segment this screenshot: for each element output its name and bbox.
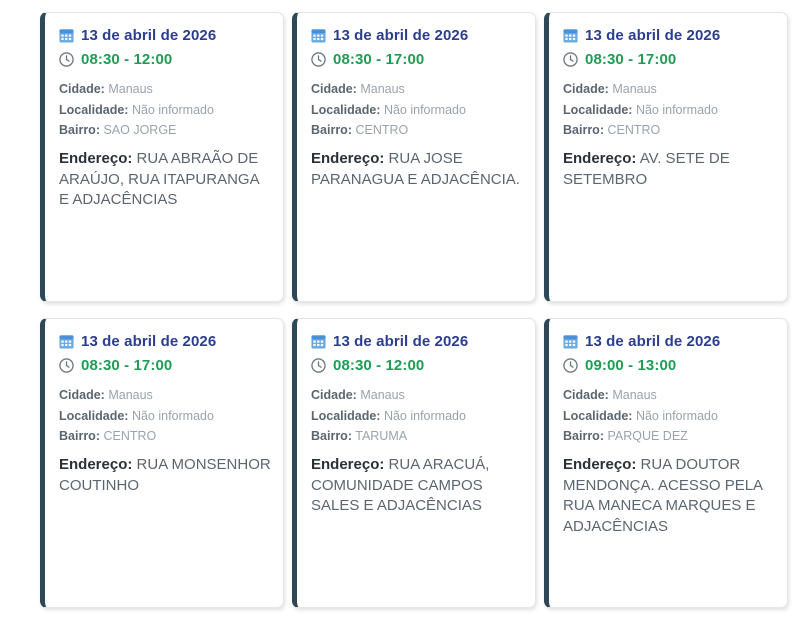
card-time-row <box>59 357 271 374</box>
card-neighborhood <box>59 123 271 139</box>
locality-value: Não informado <box>131 102 214 117</box>
card-neighborhood <box>311 429 523 445</box>
locality-value: Não informado <box>635 408 718 423</box>
calendar-icon <box>311 28 326 43</box>
card-time-row <box>311 51 523 68</box>
outage-card[interactable] <box>40 12 284 302</box>
outage-card[interactable] <box>292 318 536 608</box>
card-date: 13 de abril de 2026 <box>333 333 469 350</box>
card-locality <box>59 103 271 119</box>
card-address <box>563 149 775 190</box>
clock-icon <box>311 358 326 373</box>
locality-value: Não informado <box>635 102 718 117</box>
address-label: Endereço: <box>59 149 133 167</box>
card-address <box>311 149 523 190</box>
locality-label: Localidade: <box>563 102 633 117</box>
card-time-row <box>59 51 271 68</box>
card-time: 09:00 - 13:00 <box>585 357 677 374</box>
card-time-row <box>311 357 523 374</box>
city-value: Manaus <box>612 388 657 402</box>
city-label: Cidade: <box>563 388 609 402</box>
card-address <box>59 455 271 496</box>
outage-card[interactable] <box>544 12 788 302</box>
calendar-icon <box>563 334 578 349</box>
card-city <box>59 388 271 404</box>
calendar-icon <box>563 28 578 43</box>
address-label: Endereço: <box>563 149 637 167</box>
card-date: 13 de abril de 2026 <box>333 27 469 44</box>
card-date: 13 de abril de 2026 <box>585 333 721 350</box>
locality-value: Não informado <box>383 102 466 117</box>
card-neighborhood <box>563 123 775 139</box>
card-city <box>563 388 775 404</box>
card-time: 08:30 - 17:00 <box>81 357 173 374</box>
neighborhood-label: Bairro: <box>563 123 604 138</box>
neighborhood-value: SAO JORGE <box>103 123 177 138</box>
card-date-row <box>311 333 523 350</box>
address-value: RUA ARACUÁ, COMUNIDADE CAMPOS SALES E ADJACÊNCIAS <box>311 455 490 515</box>
locality-label: Localidade: <box>59 408 129 423</box>
city-value: Manaus <box>612 82 657 96</box>
card-locality <box>563 103 775 119</box>
card-date: 13 de abril de 2026 <box>81 333 217 350</box>
city-value: Manaus <box>108 82 153 96</box>
card-locality <box>311 409 523 425</box>
card-time-row <box>563 357 775 374</box>
card-city <box>59 82 271 98</box>
clock-icon <box>563 358 578 373</box>
address-label: Endereço: <box>311 149 385 167</box>
outage-card[interactable] <box>40 318 284 608</box>
card-time: 08:30 - 12:00 <box>333 357 425 374</box>
calendar-icon <box>59 334 74 349</box>
locality-label: Localidade: <box>311 408 381 423</box>
card-locality <box>311 103 523 119</box>
card-address <box>563 455 775 538</box>
card-date: 13 de abril de 2026 <box>81 27 217 44</box>
neighborhood-label: Bairro: <box>59 429 100 444</box>
card-date-row <box>311 27 523 44</box>
calendar-icon <box>311 334 326 349</box>
neighborhood-value: TARUMA <box>355 429 408 444</box>
locality-label: Localidade: <box>59 102 129 117</box>
city-value: Manaus <box>360 388 405 402</box>
address-label: Endereço: <box>59 455 133 473</box>
locality-label: Localidade: <box>563 408 633 423</box>
clock-icon <box>311 52 326 67</box>
card-neighborhood <box>563 429 775 445</box>
clock-icon <box>59 358 74 373</box>
neighborhood-label: Bairro: <box>311 429 352 444</box>
card-city <box>311 82 523 98</box>
neighborhood-label: Bairro: <box>59 123 100 138</box>
address-label: Endereço: <box>311 455 385 473</box>
locality-label: Localidade: <box>311 102 381 117</box>
card-neighborhood <box>59 429 271 445</box>
city-label: Cidade: <box>59 388 105 402</box>
calendar-icon <box>59 28 74 43</box>
locality-value: Não informado <box>131 408 214 423</box>
card-time: 08:30 - 17:00 <box>333 51 425 68</box>
city-label: Cidade: <box>59 82 105 96</box>
city-value: Manaus <box>360 82 405 96</box>
card-address <box>59 149 271 211</box>
card-city <box>311 388 523 404</box>
card-address <box>311 455 523 517</box>
neighborhood-value: CENTRO <box>355 123 409 138</box>
card-locality <box>59 409 271 425</box>
neighborhood-value: CENTRO <box>103 429 157 444</box>
clock-icon <box>563 52 578 67</box>
address-value: RUA DOUTOR MENDONÇA. ACESSO PELA RUA MANECA MARQUES E ADJACÊNCIAS <box>563 455 763 535</box>
card-date: 13 de abril de 2026 <box>585 27 721 44</box>
card-date-row <box>59 27 271 44</box>
neighborhood-label: Bairro: <box>563 429 604 444</box>
city-label: Cidade: <box>311 82 357 96</box>
neighborhood-label: Bairro: <box>311 123 352 138</box>
neighborhood-value: CENTRO <box>607 123 661 138</box>
card-city <box>563 82 775 98</box>
card-time: 08:30 - 17:00 <box>585 51 677 68</box>
card-time: 08:30 - 12:00 <box>81 51 173 68</box>
locality-value: Não informado <box>383 408 466 423</box>
address-value: AV. SETE DE SETEMBRO <box>563 149 730 188</box>
card-time-row <box>563 51 775 68</box>
city-label: Cidade: <box>311 388 357 402</box>
card-date-row <box>563 27 775 44</box>
city-value: Manaus <box>108 388 153 402</box>
outage-card[interactable] <box>292 12 536 302</box>
neighborhood-value: PARQUE DEZ <box>607 429 688 444</box>
card-neighborhood <box>311 123 523 139</box>
card-date-row <box>59 333 271 350</box>
address-value: RUA MONSENHOR COUTINHO <box>59 455 271 494</box>
city-label: Cidade: <box>563 82 609 96</box>
card-locality <box>563 409 775 425</box>
address-label: Endereço: <box>563 455 637 473</box>
outage-card[interactable] <box>544 318 788 608</box>
card-date-row <box>563 333 775 350</box>
clock-icon <box>59 52 74 67</box>
address-value: RUA ABRAÃO DE ARAÚJO, RUA ITAPURANGA E ADJACÊNCIAS <box>59 149 259 209</box>
address-value: RUA JOSE PARANAGUA E ADJACÊNCIA. <box>311 149 520 188</box>
